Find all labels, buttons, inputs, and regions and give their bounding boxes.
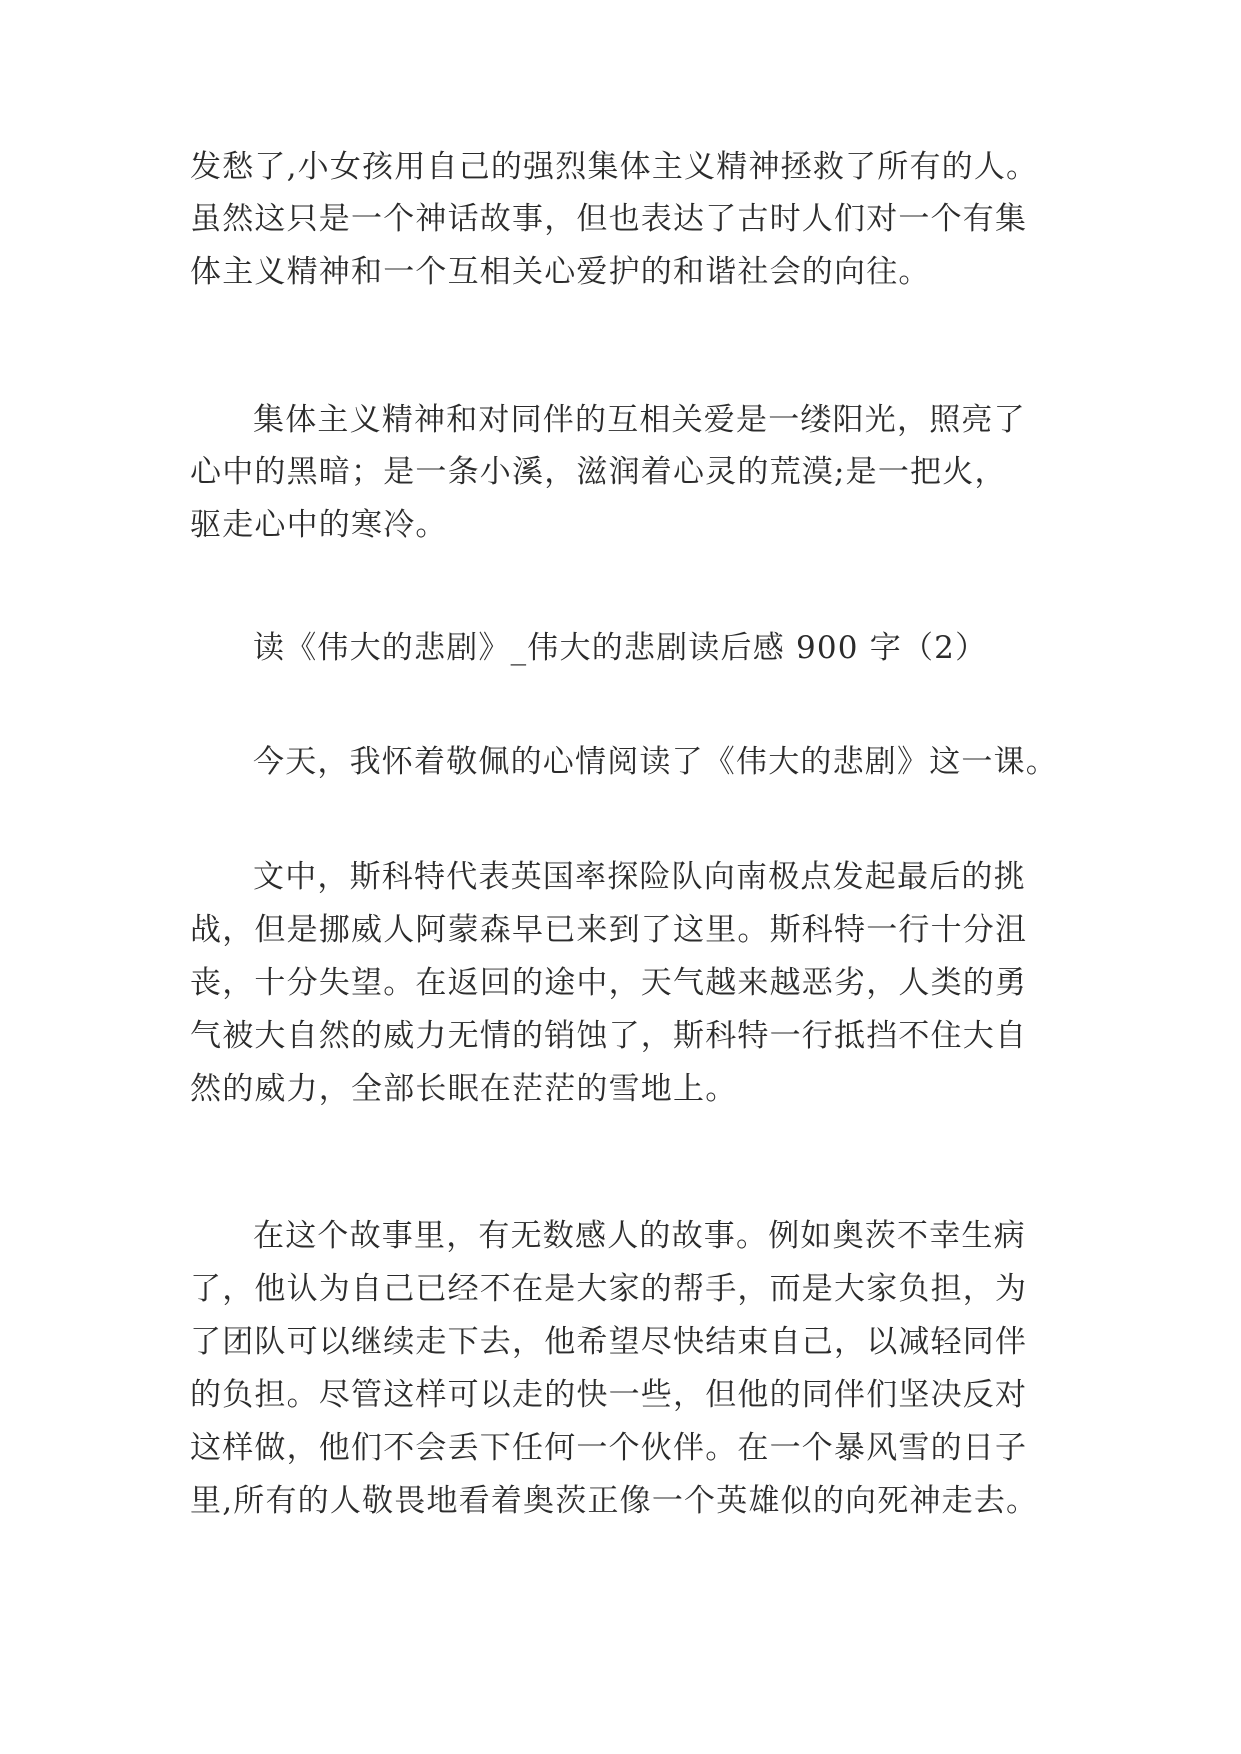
paragraph-5-line-3: 了团队可以继续走下去，他希望尽快结束自己，以减轻同伴 [190, 1324, 1028, 1360]
paragraph-1-line-2: 虽然这只是一个神话故事，但也表达了古时人们对一个有集 [190, 201, 1028, 237]
paragraph-2-line-3: 驱走心中的寒冷。 [190, 507, 448, 543]
paragraph-5-line-2: 了，他认为自己已经不在是大家的帮手，而是大家负担，为 [190, 1271, 1028, 1307]
paragraph-4-line-5: 然的威力，全部长眠在茫茫的雪地上。 [190, 1071, 738, 1107]
paragraph-4-line-1: 文中，斯科特代表英国率探险队向南极点发起最后的挑 [253, 859, 1026, 895]
paragraph-2-line-1: 集体主义精神和对同伴的互相关爱是一缕阳光，照亮了 [253, 402, 1026, 438]
paragraph-1-line-1: 发愁了,小女孩用自己的强烈集体主义精神拯救了所有的人。 [190, 149, 1039, 185]
paragraph-5-line-5: 这样做，他们不会丢下任何一个伙伴。在一个暴风雪的日子 [190, 1430, 1028, 1466]
paragraph-4-line-3: 丧，十分失望。在返回的途中，天气越来越恶劣，人类的勇 [190, 965, 1028, 1001]
paragraph-1-line-3: 体主义精神和一个互相关心爱护的和谐社会的向往。 [190, 254, 931, 290]
section-heading: 读《伟大的悲剧》_伟大的悲剧读后感 900 字（2） [253, 630, 988, 666]
paragraph-5-line-1: 在这个故事里，有无数感人的故事。例如奥茨不幸生病 [253, 1218, 1026, 1254]
paragraph-3-line-1: 今天，我怀着敬佩的心情阅读了《伟大的悲剧》这一课。 [253, 744, 1058, 780]
paragraph-4-line-4: 气被大自然的威力无情的销蚀了，斯科特一行抵挡不住大自 [190, 1018, 1028, 1054]
paragraph-5-line-4: 的负担。尽管这样可以走的快一些，但他的同伴们坚决反对 [190, 1377, 1028, 1413]
paragraph-4-line-2: 战，但是挪威人阿蒙森早已来到了这里。斯科特一行十分沮 [190, 912, 1028, 948]
paragraph-2-line-2: 心中的黑暗；是一条小溪，滋润着心灵的荒漠;是一把火， [190, 454, 1007, 490]
paragraph-5-line-6: 里,所有的人敬畏地看着奥茨正像一个英雄似的向死神走去。 [190, 1483, 1039, 1519]
